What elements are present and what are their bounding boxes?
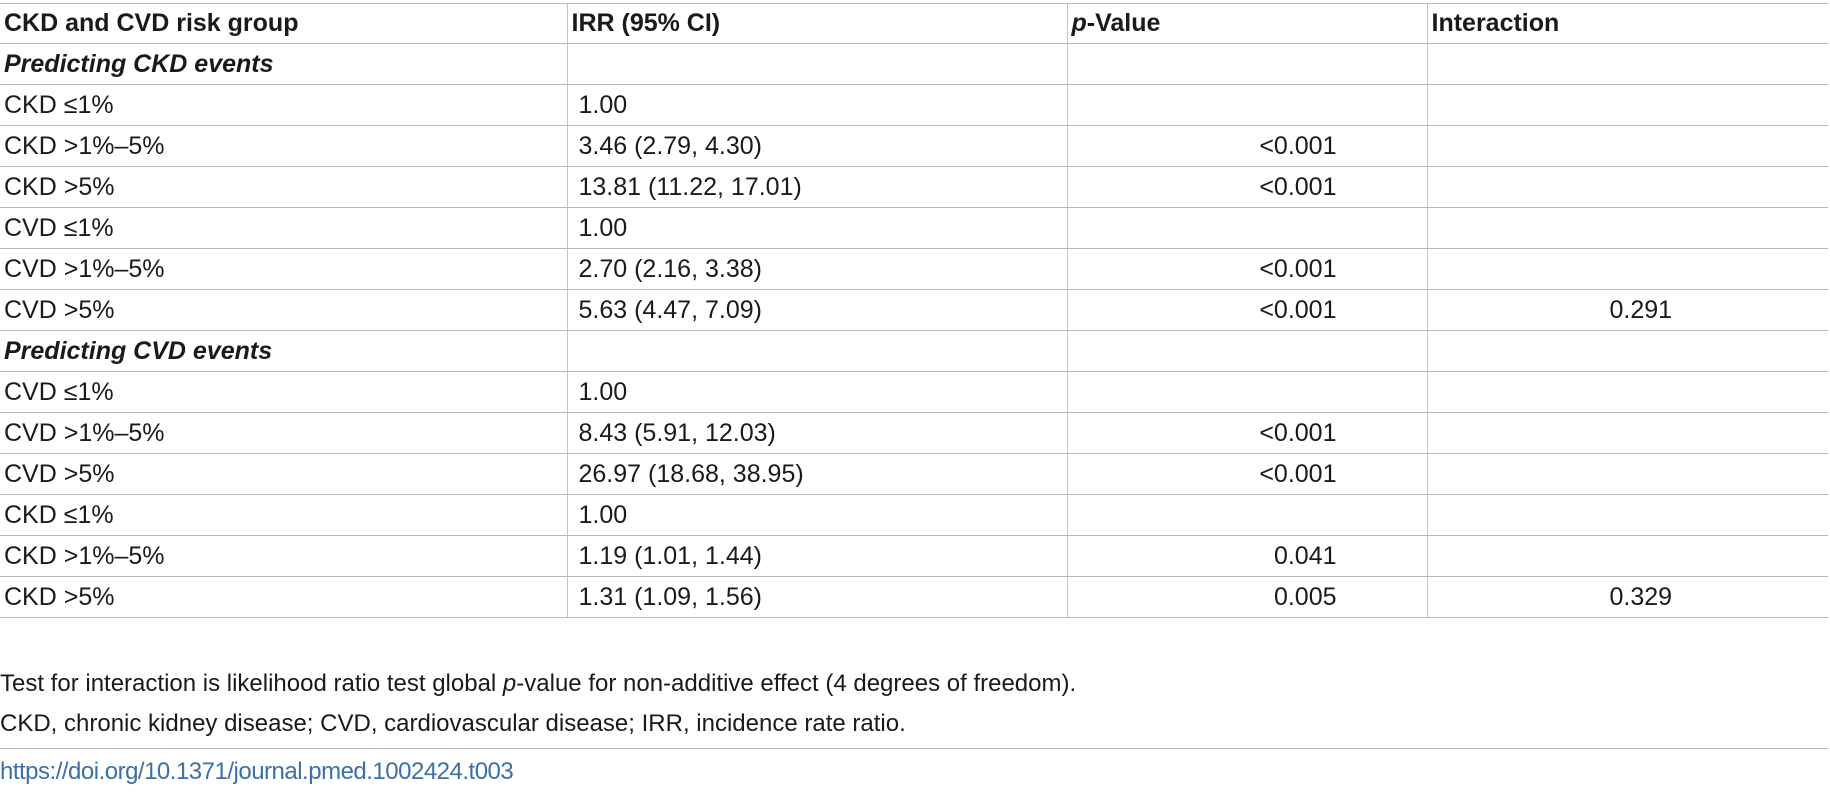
irr-cell: [567, 44, 1067, 85]
row-label: Predicting CVD events: [0, 331, 567, 372]
interaction-cell: [1427, 495, 1828, 536]
table-row: [0, 454, 1828, 495]
interaction-cell: [1427, 413, 1828, 454]
interaction-cell: 0.291: [1427, 290, 1828, 331]
results-table: [0, 3, 1828, 618]
footnote-text: -value for non-additive effect (4 degrees of freedom).: [516, 670, 1077, 697]
header-risk-group: CKD and CVD risk group: [0, 4, 567, 44]
table-row: [0, 249, 1828, 290]
table-footnotes: [0, 664, 1076, 744]
section-row-ckd-events: [0, 44, 1828, 85]
interaction-cell: [1427, 208, 1828, 249]
irr-cell: 2.70 (2.16, 3.38): [567, 249, 1067, 290]
interaction-cell: [1427, 536, 1828, 577]
p-value-cell: <0.001: [1067, 126, 1427, 167]
interaction-cell: [1427, 85, 1828, 126]
p-value-cell: [1067, 208, 1427, 249]
p-value-cell: <0.001: [1067, 454, 1427, 495]
p-value-cell: 0.005: [1067, 577, 1427, 618]
p-value-cell: [1067, 495, 1427, 536]
irr-cell: 5.63 (4.47, 7.09): [567, 290, 1067, 331]
footnote-text: Test for interaction is likelihood ratio test global: [0, 670, 503, 697]
interaction-cell: [1427, 372, 1828, 413]
row-label: CVD >5%: [0, 290, 567, 331]
p-value-cell: [1067, 372, 1427, 413]
footnote-p-italic: p: [502, 670, 517, 697]
p-value-cell: <0.001: [1067, 249, 1427, 290]
interaction-cell: [1427, 331, 1828, 372]
interaction-cell: [1427, 454, 1828, 495]
table-row: [0, 372, 1828, 413]
row-label: CKD >5%: [0, 167, 567, 208]
table-row: [0, 290, 1828, 331]
row-label: CVD ≤1%: [0, 208, 567, 249]
table-row: [0, 167, 1828, 208]
p-value-cell: <0.001: [1067, 413, 1427, 454]
header-p-italic: p: [1071, 9, 1087, 37]
row-label: Predicting CKD events: [0, 44, 567, 85]
irr-cell: 8.43 (5.91, 12.03): [567, 413, 1067, 454]
row-label: CVD >1%–5%: [0, 249, 567, 290]
row-label: CVD ≤1%: [0, 372, 567, 413]
footnote-abbreviations: CKD, chronic kidney disease; CVD, cardiovascular disease; IRR, incidence rate ratio.: [0, 710, 906, 737]
row-label: CKD >1%–5%: [0, 126, 567, 167]
header-interaction: Interaction: [1427, 4, 1828, 44]
table-row: [0, 126, 1828, 167]
interaction-cell: [1427, 167, 1828, 208]
irr-cell: 1.00: [567, 372, 1067, 413]
header-p-rest: -Value: [1086, 9, 1161, 37]
irr-cell: 1.19 (1.01, 1.44): [567, 536, 1067, 577]
row-label: CKD ≤1%: [0, 85, 567, 126]
header-irr: IRR (95% CI): [567, 4, 1067, 44]
p-value-cell: 0.041: [1067, 536, 1427, 577]
irr-cell: 3.46 (2.79, 4.30): [567, 126, 1067, 167]
table-row: [0, 495, 1828, 536]
p-value-cell: <0.001: [1067, 167, 1427, 208]
divider: [0, 748, 1828, 749]
interaction-cell: 0.329: [1427, 577, 1828, 618]
table-row: [0, 85, 1828, 126]
row-label: CKD ≤1%: [0, 495, 567, 536]
irr-cell: 1.00: [567, 85, 1067, 126]
p-value-cell: [1067, 44, 1427, 85]
interaction-cell: [1427, 126, 1828, 167]
row-label: CKD >1%–5%: [0, 536, 567, 577]
irr-cell: 1.00: [567, 208, 1067, 249]
irr-cell: 1.00: [567, 495, 1067, 536]
table-row: [0, 413, 1828, 454]
p-value-cell: [1067, 331, 1427, 372]
irr-cell: 1.31 (1.09, 1.56): [567, 577, 1067, 618]
row-label: CVD >5%: [0, 454, 567, 495]
row-label: CVD >1%–5%: [0, 413, 567, 454]
footnote-interaction-test: [0, 664, 1076, 704]
interaction-cell: [1427, 249, 1828, 290]
section-row-cvd-events: [0, 331, 1828, 372]
interaction-cell: [1427, 44, 1828, 85]
p-value-cell: <0.001: [1067, 290, 1427, 331]
table-row: [0, 577, 1828, 618]
table-row: [0, 536, 1828, 577]
p-value-cell: [1067, 85, 1427, 126]
header-p-value: [1067, 4, 1427, 44]
irr-cell: 26.97 (18.68, 38.95): [567, 454, 1067, 495]
table-header-row: [0, 4, 1828, 44]
doi-link[interactable]: https://doi.org/10.1371/journal.pmed.1002424.t003: [0, 758, 514, 785]
row-label: CKD >5%: [0, 577, 567, 618]
irr-cell: 13.81 (11.22, 17.01): [567, 167, 1067, 208]
table-row: [0, 208, 1828, 249]
irr-cell: [567, 331, 1067, 372]
